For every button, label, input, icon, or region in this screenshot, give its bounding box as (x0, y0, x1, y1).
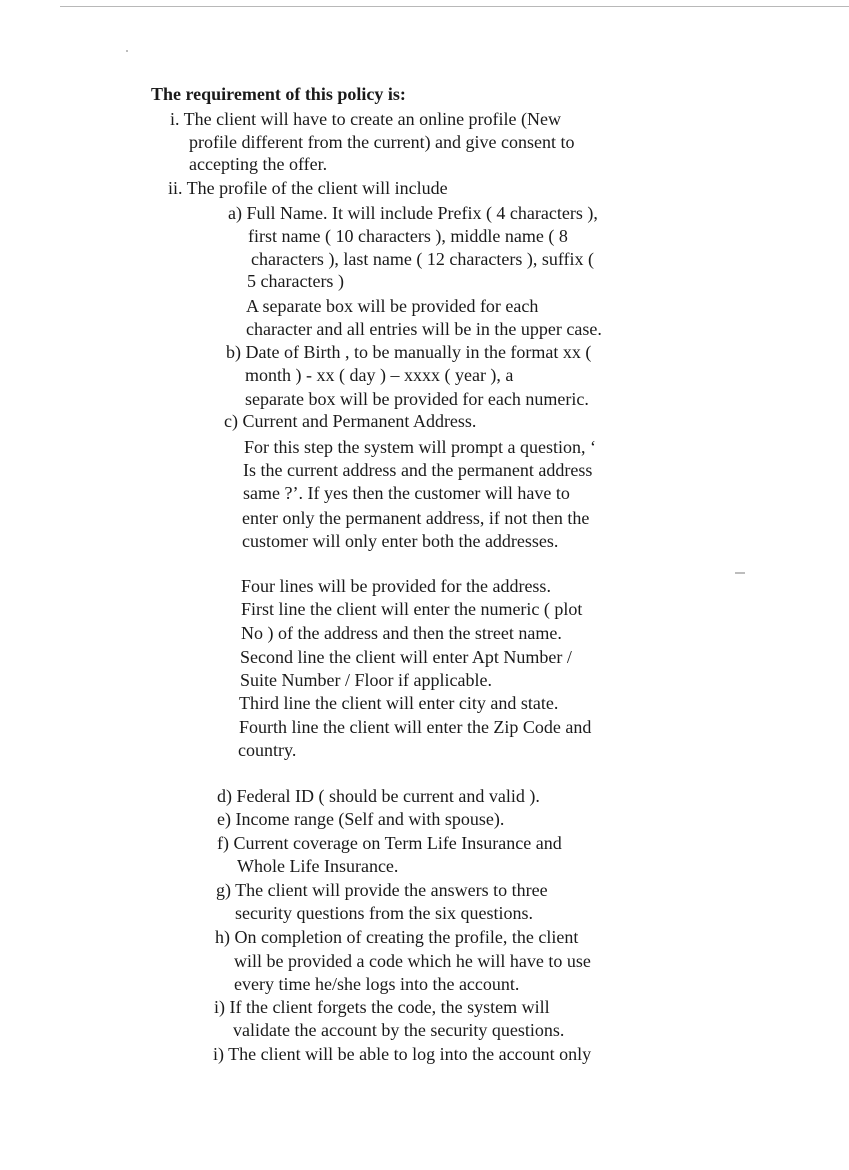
text-line: customer will only enter both the addresses. (242, 531, 559, 551)
text-line: month ) - xx ( day ) – xxxx ( year ), a (245, 365, 514, 385)
text-line: first name ( 10 characters ), middle name ( 8 (248, 226, 568, 246)
text-line: characters ), last name ( 12 characters ), suffix ( (251, 249, 595, 269)
text-line: First line the client will enter the numeric ( plot (241, 599, 583, 619)
sub-item-c: c) Current and Permanent Address. (224, 411, 477, 431)
text-line: 5 characters ) (247, 271, 344, 291)
sub-item-d: d) Federal ID ( should be current and valid ). (217, 786, 540, 806)
document-heading: The requirement of this policy is: (151, 84, 406, 104)
text-line: Third line the client will enter city and state. (239, 693, 559, 713)
sub-item-f: f) Current coverage on Term Life Insurance and (217, 833, 562, 853)
text-line: accepting the offer. (189, 154, 328, 174)
sub-item-e: e) Income range (Self and with spouse). (217, 809, 505, 829)
text-line: Fourth line the client will enter the Zip Code and (239, 717, 592, 737)
text-line: Four lines will be provided for the address. (241, 576, 551, 596)
text-line: Whole Life Insurance. (237, 856, 399, 876)
sub-item-h: h) On completion of creating the profile, the client (215, 927, 579, 947)
text-line: For this step the system will prompt a question, ‘ (244, 437, 596, 457)
text-line: character and all entries will be in the upper case. (246, 319, 602, 339)
text-line: same ?’. If yes then the customer will have to (243, 483, 570, 503)
sub-item-b: b) Date of Birth , to be manually in the format xx ( (226, 342, 592, 362)
text-line: will be provided a code which he will have to use (234, 951, 591, 971)
text-line: separate box will be provided for each numeric. (245, 389, 589, 409)
text-line: No ) of the address and then the street name. (241, 623, 562, 643)
text-line: every time he/she logs into the account. (234, 974, 520, 994)
text-line: security questions from the six questions. (235, 903, 533, 923)
text-line: country. (238, 740, 297, 760)
sub-item-g: g) The client will provide the answers to three (216, 880, 548, 900)
text-line: A separate box will be provided for each (246, 296, 539, 316)
sub-item-j: i) The client will be able to log into the account only (213, 1044, 592, 1064)
text-line: validate the account by the security questions. (233, 1020, 565, 1040)
text-line: profile different from the current) and give consent to (189, 132, 575, 152)
list-item-i: i. The client will have to create an online profile (New (170, 109, 562, 129)
text-line: enter only the permanent address, if not then the (242, 508, 590, 528)
list-item-ii: ii. The profile of the client will include (168, 178, 448, 198)
text-line: Suite Number / Floor if applicable. (240, 670, 492, 690)
sub-item-i: i) If the client forgets the code, the system will (214, 997, 550, 1017)
text-line: Is the current address and the permanent address (243, 460, 593, 480)
sub-item-a: a) Full Name. It will include Prefix ( 4 characters ), (228, 203, 598, 223)
text-line: Second line the client will enter Apt Number / (240, 647, 572, 667)
